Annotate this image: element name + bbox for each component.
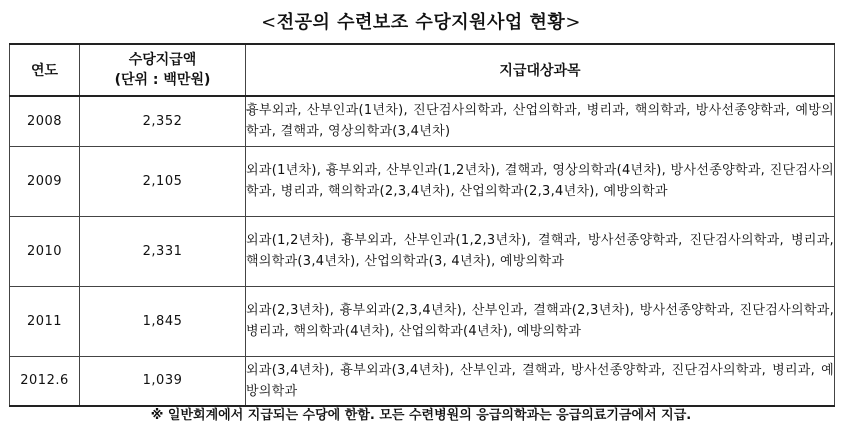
year-cell: 2012.6 (10, 356, 80, 406)
year-cell: 2009 (10, 146, 80, 216)
header-subjects: 지급대상과목 (246, 44, 835, 96)
table-header-row (10, 44, 835, 96)
amount-cell: 1,039 (80, 356, 246, 406)
header-amount-line2: (단위 : 백만원) (114, 72, 211, 88)
header-amount (80, 44, 246, 96)
subjects-cell: 흉부외과, 산부인과(1년차), 진단검사의학과, 산업의학과, 병리과, 핵의학과, 방사선종양학과, 예방의학과, 결핵과, 영상의학과(3,4년차) (246, 96, 835, 146)
amount-cell: 2,105 (80, 146, 246, 216)
amount-cell: 1,845 (80, 286, 246, 356)
header-year: 연도 (10, 44, 80, 96)
subsidy-table (9, 43, 835, 407)
subjects-cell: 외과(1년차), 흉부외과, 산부인과(1,2년차), 결핵과, 영상의학과(4년차), 방사선종양학과, 진단검사의학과, 병리과, 핵의학과(2,3,4년차), 산업의학과(2,3,4년차), 예방의학과 (246, 146, 835, 216)
subjects-cell: 외과(1,2년차), 흉부외과, 산부인과(1,2,3년차), 결핵과, 방사선종양학과, 진단검사의학과, 병리과, 핵의학과(3,4년차), 산업의학과(3, 4년차), 예방의학과 (246, 216, 835, 286)
title-text: 전공의 수련보조 수당지원사업 현황 (276, 12, 566, 33)
title-open-bracket: < (261, 12, 277, 33)
document-title (0, 8, 842, 34)
year-cell: 2011 (10, 286, 80, 356)
year-cell: 2008 (10, 96, 80, 146)
table-row (10, 96, 835, 146)
year-cell: 2010 (10, 216, 80, 286)
subjects-cell: 외과(2,3년차), 흉부외과(2,3,4년차), 산부인과, 결핵과(2,3년차), 방사선종양학과, 진단검사의학과, 병리과, 핵의학과(4년차), 산업의학과(4년차), 예방의학과 (246, 286, 835, 356)
title-close-bracket: > (565, 12, 581, 33)
table-row (10, 356, 835, 406)
amount-cell: 2,331 (80, 216, 246, 286)
footnote: ※ 일반회계에서 지급되는 수당에 한함. 모든 수련병원의 응급의학과는 응급의료기금에서 지급. (150, 408, 692, 423)
subjects-cell: 외과(3,4년차), 흉부외과(3,4년차), 산부인과, 결핵과, 방사선종양학과, 진단검사의학과, 병리과, 예방의학과 (246, 356, 835, 406)
table-row (10, 146, 835, 216)
amount-cell: 2,352 (80, 96, 246, 146)
header-amount-line1: 수당지급액 (128, 52, 197, 68)
table-row (10, 286, 835, 356)
table-row (10, 216, 835, 286)
